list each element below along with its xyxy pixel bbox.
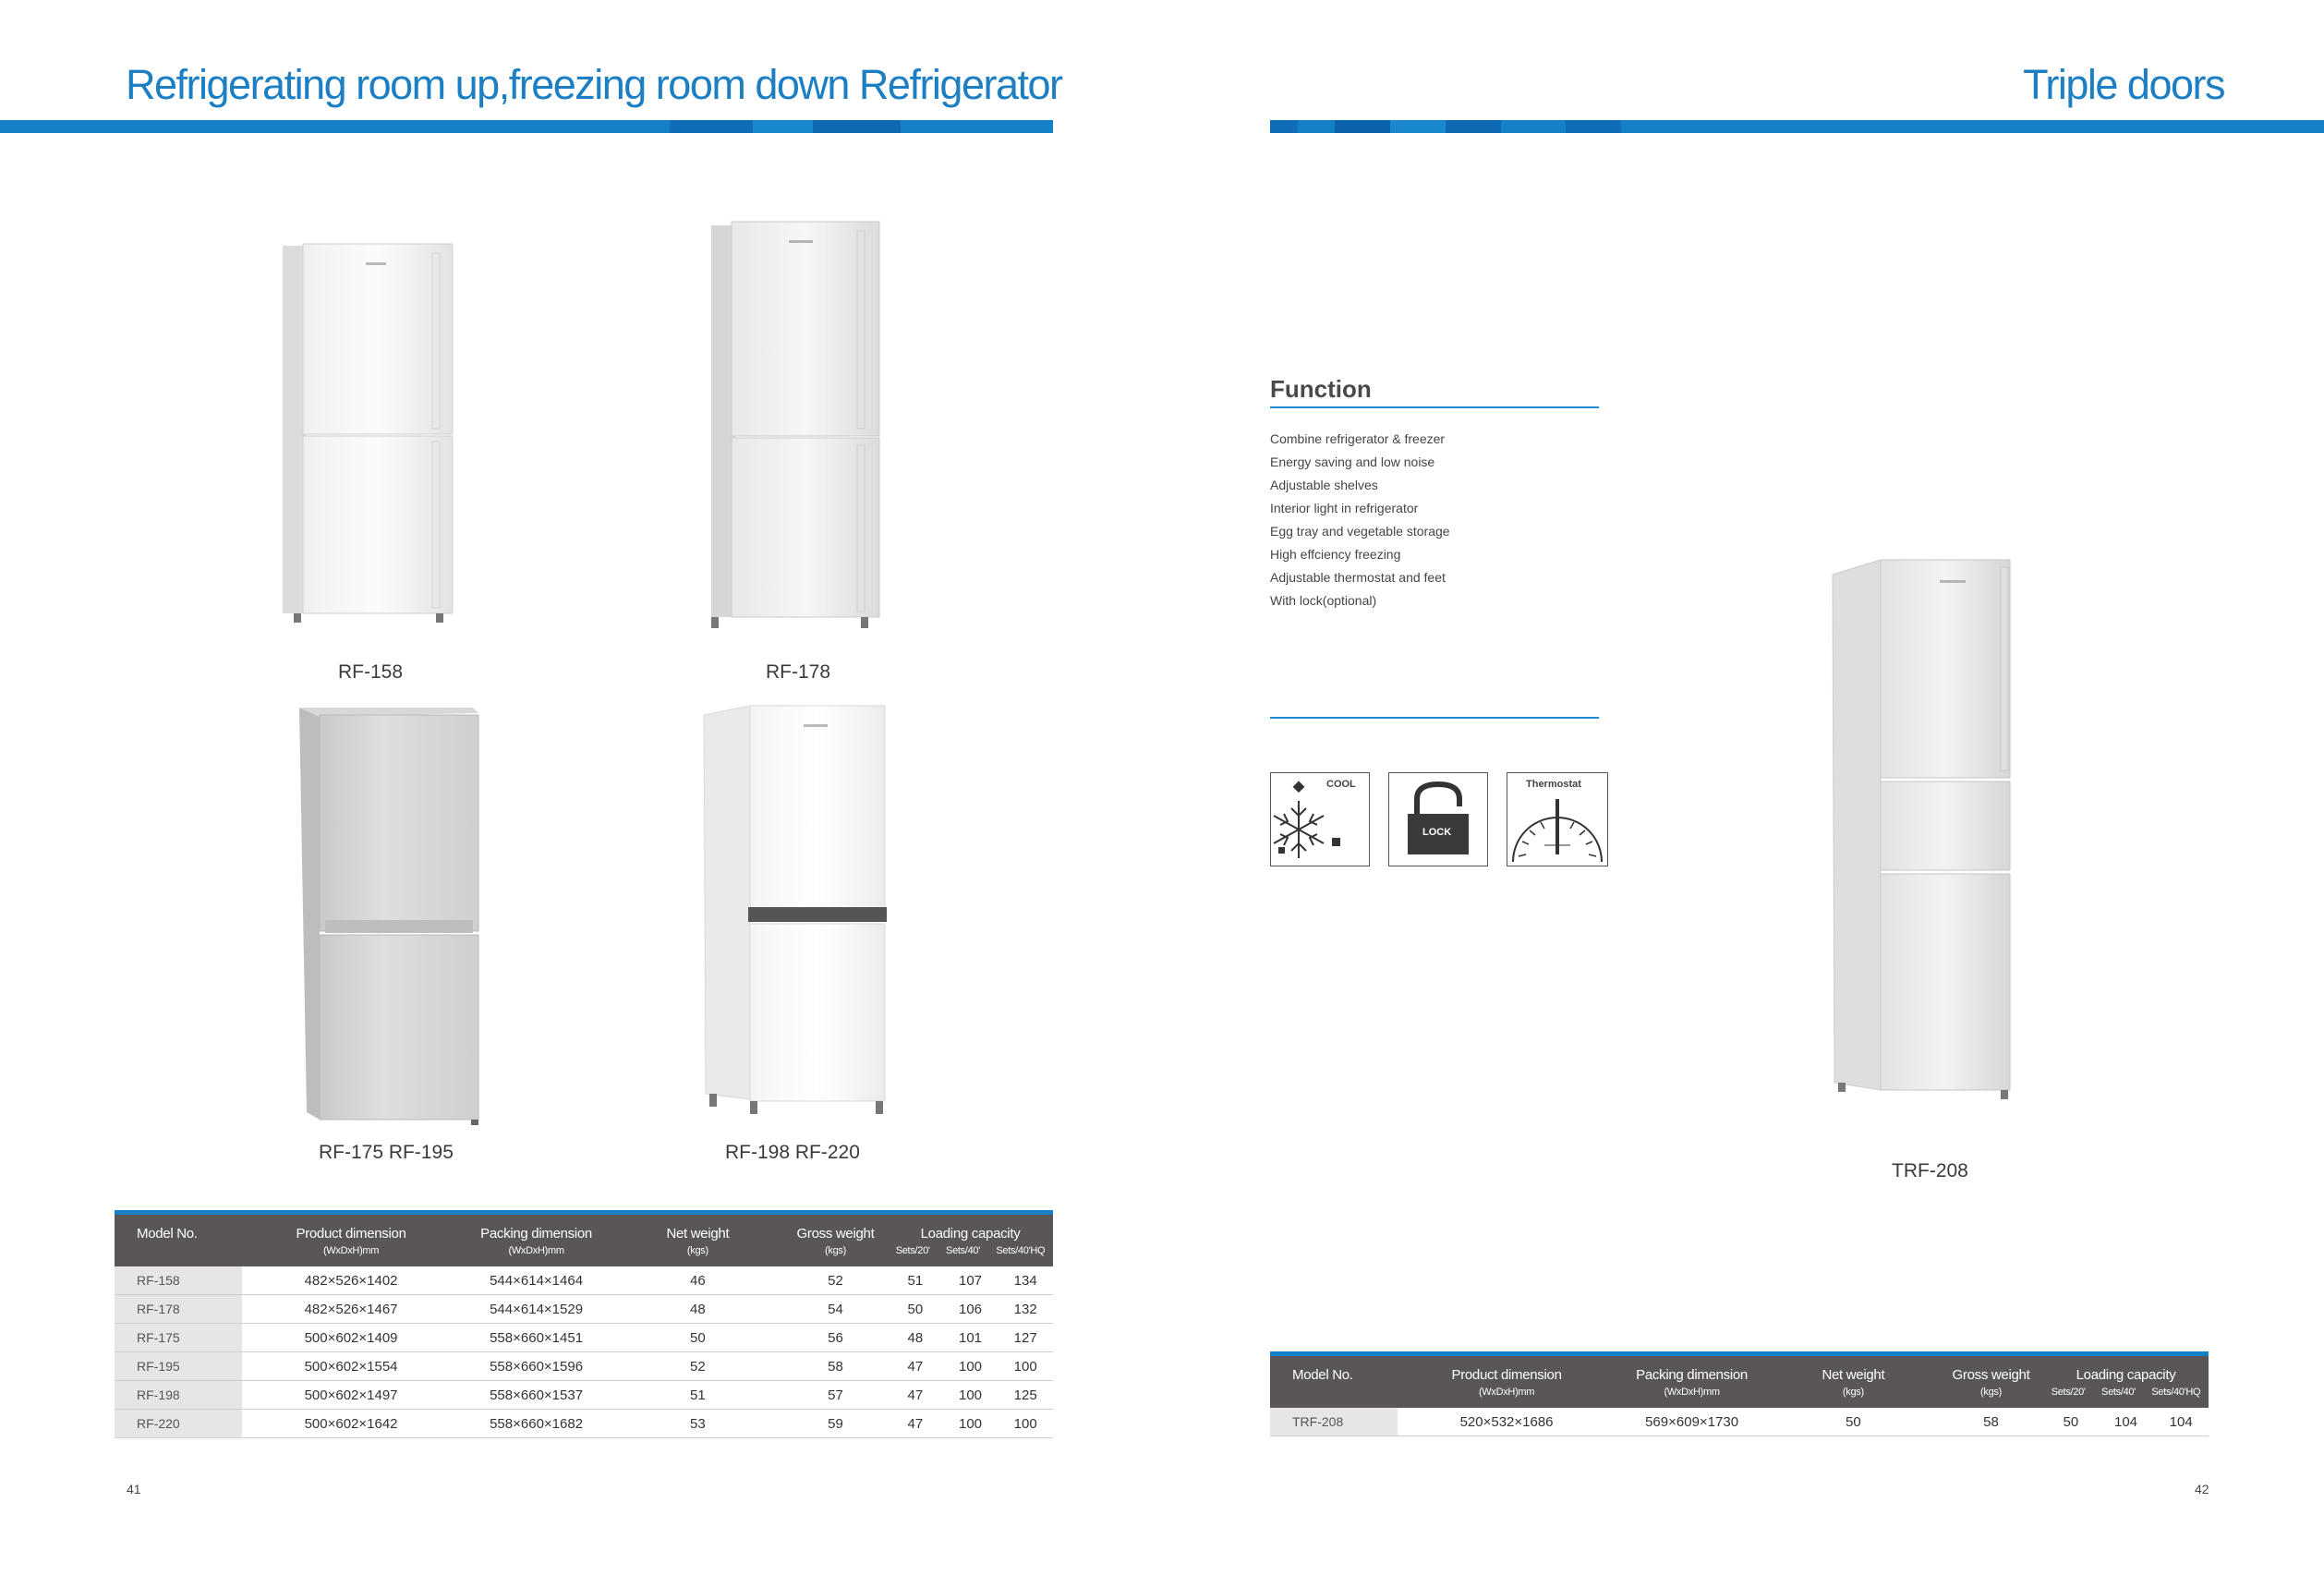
cell-gross-weight: 52 <box>783 1266 888 1295</box>
feature-thermostat <box>1507 772 1608 866</box>
cell-sets-40: 100 <box>943 1381 999 1410</box>
cell-sets-20: 47 <box>888 1352 943 1381</box>
table-row <box>115 1295 1053 1324</box>
cell-model: RF-195 <box>115 1352 242 1381</box>
table-row <box>115 1410 1053 1438</box>
fridge-image-trf-208 <box>1829 554 2032 1108</box>
header-sets-40hq: Sets/40'HQ <box>996 1244 1046 1256</box>
feature-cool-label: COOL <box>1326 779 1356 790</box>
cell-model: RF-158 <box>115 1266 242 1295</box>
cell-sets-40hq: 134 <box>998 1266 1053 1295</box>
fridge-label-trf-208: TRF-208 <box>1892 1160 1968 1181</box>
function-item: Adjustable shelves <box>1270 478 1378 492</box>
function-item: Egg tray and vegetable storage <box>1270 524 1450 539</box>
cell-sets-20: 47 <box>888 1381 943 1410</box>
fridge-label-rf-198-rf-220: RF-198 RF-220 <box>725 1142 860 1163</box>
cell-sets-40: 100 <box>943 1352 999 1381</box>
cell-sets-40hq: 104 <box>2153 1408 2209 1436</box>
cell-packing-dimension: 558×660×1596 <box>460 1352 612 1381</box>
cell-gross-weight: 57 <box>783 1381 888 1410</box>
cell-sets-40: 106 <box>943 1295 999 1324</box>
thermostat-dial-icon <box>1507 773 1607 866</box>
fridge-label-rf-178: RF-178 <box>766 661 831 683</box>
function-bottom-rule <box>1270 717 1599 719</box>
right-page-number: 42 <box>2195 1482 2209 1496</box>
fridge-image-rf-175-rf-195 <box>297 702 482 1130</box>
function-item: With lock(optional) <box>1270 593 1377 608</box>
cell-packing-dimension: 569×609×1730 <box>1616 1408 1768 1436</box>
header-model: Model No. <box>1292 1366 1353 1383</box>
feature-lock-label: LOCK <box>1422 827 1452 838</box>
header-product-dimension: Product dimension (WxDxH)mm <box>1451 1366 1562 1398</box>
table-row <box>115 1324 1053 1352</box>
table-row <box>115 1352 1053 1381</box>
cell-gross-weight: 58 <box>783 1352 888 1381</box>
cell-product-dimension: 482×526×1402 <box>242 1266 461 1295</box>
cell-net-weight: 46 <box>612 1266 783 1295</box>
header-sets-40hq: Sets/40'HQ <box>2151 1386 2201 1398</box>
cell-sets-40: 101 <box>943 1324 999 1352</box>
function-item: Interior light in refrigerator <box>1270 501 1419 515</box>
feature-lock <box>1388 772 1488 866</box>
cell-sets-20: 48 <box>888 1324 943 1352</box>
table-row <box>115 1381 1053 1410</box>
left-page-number: 41 <box>127 1482 141 1496</box>
header-product-dimension: Product dimension (WxDxH)mm <box>296 1225 406 1256</box>
header-sets-20: Sets/20' <box>895 1244 930 1256</box>
cell-model: TRF-208 <box>1270 1408 1398 1436</box>
cell-net-weight: 48 <box>612 1295 783 1324</box>
lock-icon <box>1389 773 1487 866</box>
function-list <box>1270 428 1450 612</box>
cell-sets-40hq: 100 <box>998 1410 1053 1438</box>
left-spec-table-wrapper <box>115 1210 1053 1438</box>
left-title-bar <box>0 120 1053 133</box>
cell-packing-dimension: 558×660×1682 <box>460 1410 612 1438</box>
cell-sets-40: 107 <box>943 1266 999 1295</box>
cell-product-dimension: 520×532×1686 <box>1398 1408 1616 1436</box>
header-packing-dimension: Packing dimension (WxDxH)mm <box>1636 1366 1748 1398</box>
cell-gross-weight: 59 <box>783 1410 888 1438</box>
cell-product-dimension: 500×602×1554 <box>242 1352 461 1381</box>
function-item: Energy saving and low noise <box>1270 454 1435 469</box>
function-item: Adjustable thermostat and feet <box>1270 570 1446 585</box>
fridge-label-rf-158: RF-158 <box>338 661 404 683</box>
cell-sets-40: 100 <box>943 1410 999 1438</box>
snowflake-icon <box>1271 773 1369 866</box>
left-spec-table <box>115 1215 1053 1438</box>
header-sets-40: Sets/40' <box>2101 1386 2136 1398</box>
cell-gross-weight: 56 <box>783 1324 888 1352</box>
cell-sets-40hq: 132 <box>998 1295 1053 1324</box>
cell-packing-dimension: 544×614×1529 <box>460 1295 612 1324</box>
cell-product-dimension: 500×602×1497 <box>242 1381 461 1410</box>
cell-sets-20: 47 <box>888 1410 943 1438</box>
function-heading-rule <box>1270 406 1599 408</box>
header-model: Model No. <box>137 1225 198 1242</box>
right-spec-table <box>1270 1356 2209 1436</box>
fridge-image-rf-178 <box>704 218 889 644</box>
cell-packing-dimension: 544×614×1464 <box>460 1266 612 1295</box>
cell-gross-weight: 58 <box>1939 1408 2043 1436</box>
header-sets-20: Sets/20' <box>2051 1386 2086 1398</box>
header-gross-weight: Gross weight (kgs) <box>796 1225 875 1256</box>
right-title-bar <box>1270 120 2324 133</box>
cell-sets-20: 51 <box>888 1266 943 1295</box>
fridge-image-rf-158 <box>277 240 462 633</box>
header-net-weight: Net weight (kgs) <box>666 1225 730 1256</box>
cell-sets-40: 104 <box>2099 1408 2154 1436</box>
cell-product-dimension: 500×602×1642 <box>242 1410 461 1438</box>
fridge-image-rf-198-rf-220 <box>702 702 890 1122</box>
right-spec-table-wrapper <box>1270 1351 2209 1436</box>
cell-model: RF-178 <box>115 1295 242 1324</box>
cell-model: RF-175 <box>115 1324 242 1352</box>
cell-product-dimension: 482×526×1467 <box>242 1295 461 1324</box>
cell-net-weight: 50 <box>612 1324 783 1352</box>
cell-packing-dimension: 558×660×1537 <box>460 1381 612 1410</box>
header-gross-weight: Gross weight (kgs) <box>1952 1366 2030 1398</box>
right-page-title: Triple doors <box>2023 61 2224 108</box>
cell-gross-weight: 54 <box>783 1295 888 1324</box>
header-net-weight: Net weight (kgs) <box>1822 1366 1885 1398</box>
feature-cool <box>1270 772 1370 866</box>
cell-net-weight: 52 <box>612 1352 783 1381</box>
function-item: Combine refrigerator & freezer <box>1270 431 1446 446</box>
cell-sets-40hq: 125 <box>998 1381 1053 1410</box>
cell-model: RF-220 <box>115 1410 242 1438</box>
table-row <box>1270 1408 2209 1436</box>
feature-thermostat-label: Thermostat <box>1526 779 1581 790</box>
cell-net-weight: 53 <box>612 1410 783 1438</box>
cell-net-weight: 51 <box>612 1381 783 1410</box>
cell-sets-40hq: 127 <box>998 1324 1053 1352</box>
cell-sets-40hq: 100 <box>998 1352 1053 1381</box>
cell-packing-dimension: 558×660×1451 <box>460 1324 612 1352</box>
fridge-label-rf-175-rf-195: RF-175 RF-195 <box>319 1142 454 1163</box>
cell-model: RF-198 <box>115 1381 242 1410</box>
header-loading-capacity: Loading capacity Sets/20' Sets/40' Sets/40'HQ <box>2051 1366 2201 1398</box>
cell-sets-20: 50 <box>888 1295 943 1324</box>
cell-sets-20: 50 <box>2043 1408 2099 1436</box>
header-packing-dimension: Packing dimension (WxDxH)mm <box>480 1225 592 1256</box>
function-item: High effciency freezing <box>1270 547 1401 562</box>
header-loading-capacity: Loading capacity Sets/20' Sets/40' Sets/40'HQ <box>895 1225 1046 1256</box>
function-heading: Function <box>1270 375 1372 403</box>
cell-product-dimension: 500×602×1409 <box>242 1324 461 1352</box>
cell-net-weight: 50 <box>1768 1408 1939 1436</box>
left-page-title: Refrigerating room up,freezing room down Refrigerator <box>126 61 1062 108</box>
table-row <box>115 1266 1053 1295</box>
header-sets-40: Sets/40' <box>946 1244 981 1256</box>
